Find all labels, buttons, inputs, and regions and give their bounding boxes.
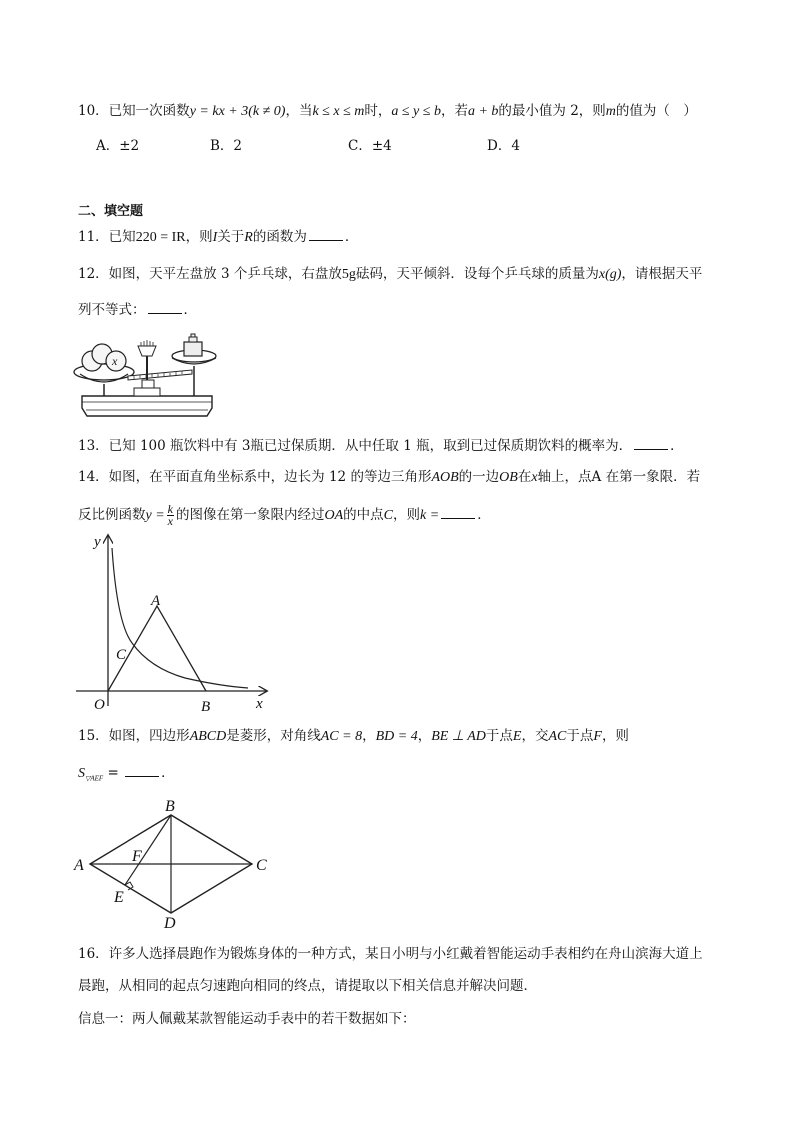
q15-text: ，	[417, 728, 432, 744]
q10-condition: k ≤ x ≤ m	[312, 104, 365, 119]
q15-perpendicular: BE ⊥ AD	[431, 729, 486, 744]
q14-text: 反比例函数	[78, 507, 146, 523]
q15-rhombus-figure	[70, 796, 280, 936]
q10-text: 的值为（ ）	[615, 103, 697, 119]
q12-answer-blank[interactable]	[148, 301, 182, 314]
q12-weight: 5g	[341, 267, 356, 282]
q14-side: OB	[499, 470, 518, 485]
q12-text: 砝码，天平倾斜．设每个乒乓球的质量为	[355, 266, 599, 282]
q15-segment: AC	[548, 729, 567, 744]
q15-line2	[78, 764, 175, 788]
q11-text: ，则	[185, 229, 213, 245]
q10-condition: a ≤ y ≤ b	[391, 104, 441, 119]
q16-line2: 晨跑，从相同的起点匀速跑向相同的终点，请提取以下相关信息并解决问题．	[78, 978, 537, 994]
q16-line3: 信息一：两人佩戴某款智能运动手表中的若干数据如下：	[78, 1011, 416, 1027]
q15-diagonal: AC = 8	[320, 729, 363, 744]
section-title: 二、填空题	[78, 204, 144, 219]
q14-line1	[78, 468, 700, 487]
q10-option-c: C．±4	[348, 138, 392, 154]
q14-answer-blank[interactable]	[441, 506, 475, 519]
q11-variable: R	[244, 230, 253, 245]
fraction-denominator: x	[167, 514, 173, 528]
q14-text: 14．如图，在平面直角坐标系中，边长为 12 的等边三角形	[78, 469, 432, 485]
q14-text: 的图像在第一象限内经过	[176, 507, 325, 523]
q15-text: ．	[161, 765, 175, 781]
q13-line	[78, 437, 684, 455]
q11-text: 11．已知	[78, 229, 136, 245]
q11-line	[78, 228, 358, 247]
hyperbola-curve	[112, 548, 248, 688]
q15-rhombus: ABCD	[189, 729, 227, 744]
q10-variable: m	[605, 104, 616, 119]
q16-line1: 16．许多人选择晨跑作为锻炼身体的一种方式，某日小明与小红戴着智能运动手表相约在舟山滨海大道上	[78, 946, 703, 962]
q10-text: ，若	[440, 103, 468, 119]
q14-coordinate-figure	[70, 528, 280, 718]
q14-segment: OA	[324, 508, 344, 523]
q10-function: y = kx + 3(k ≠ 0)	[189, 104, 286, 119]
label-c: C	[116, 647, 127, 663]
q14-text: 的一边	[458, 469, 500, 485]
q14-text: ．	[477, 507, 491, 523]
label-a: A	[151, 593, 161, 609]
q14-text: ，则	[393, 507, 421, 523]
q10-option-a: A．±2	[96, 138, 140, 154]
label-y: y	[94, 534, 101, 550]
q10-option-d: D．4	[487, 138, 520, 154]
q12-text: 列不等式：	[78, 302, 146, 318]
q10-option-b: B．2	[210, 138, 243, 154]
q15-text: 于点	[485, 728, 513, 744]
q11-equation: 220 = IR	[135, 230, 186, 245]
q11-answer-blank[interactable]	[309, 228, 343, 241]
q15-diagonal: BD = 4	[375, 729, 418, 744]
weight-icon	[184, 342, 202, 356]
q11-text: 的函数为	[252, 229, 307, 245]
balance-scale-figure	[72, 332, 222, 422]
q15-area-subscript: ▽AEF	[85, 774, 104, 783]
ball-label: x	[112, 354, 118, 368]
label-e: E	[114, 889, 124, 906]
q15-area-symbol: S	[78, 766, 85, 781]
q10-text: ，当	[285, 103, 313, 119]
q14-triangle: AOB	[431, 470, 459, 485]
q15-text: ，则	[601, 728, 629, 744]
q15-text: ，交	[521, 728, 549, 744]
q11-text: 关于	[217, 229, 245, 245]
q15-point: E	[512, 729, 522, 744]
q12-text: ．	[183, 302, 197, 318]
q12-line1	[78, 265, 702, 284]
q10-expression: a + b	[467, 104, 499, 119]
q14-line2	[78, 500, 491, 531]
q12-line2	[78, 301, 197, 319]
q10-text: 的最小值为 2，则	[498, 103, 606, 119]
q11-text: ．	[344, 229, 359, 245]
label-x: x	[256, 696, 263, 712]
label-b: B	[201, 699, 211, 715]
q14-k: k =	[420, 508, 440, 523]
q14-fraction	[167, 504, 174, 527]
q15-text: 是菱形，对角线	[226, 728, 321, 744]
q15-equals: =	[107, 765, 119, 781]
q15-text: 15．如图，四边形	[78, 728, 190, 744]
q10-text: 10．已知一次函数	[78, 103, 190, 119]
q10-line	[78, 102, 697, 121]
q11-variable: I	[212, 230, 218, 245]
q14-axis: x	[531, 470, 538, 485]
q15-text: ，	[362, 728, 376, 744]
q13-answer-blank[interactable]	[634, 437, 668, 450]
q12-text: ，请根据天平	[621, 266, 703, 282]
q15-answer-blank[interactable]	[125, 764, 159, 777]
q14-text: 在	[517, 469, 532, 485]
q15-text: 于点	[566, 728, 594, 744]
q13-text: 13．已知 100 瓶饮料中有 3瓶已过保质期．从中任取 1 瓶，取到已过保质期饮料的概率为．	[78, 438, 633, 454]
q10-text: 时，	[364, 103, 392, 119]
label-f: F	[132, 848, 142, 865]
q15-line1	[78, 727, 629, 746]
label-a: A	[74, 857, 84, 874]
q12-text: 12．如图，天平左盘放 3 个乒乓球，右盘放	[78, 266, 342, 282]
q15-point: F	[593, 729, 602, 744]
q14-function: y =	[145, 508, 165, 523]
fraction-numerator: k	[167, 502, 173, 516]
label-d: D	[164, 915, 176, 932]
label-c: C	[256, 857, 267, 874]
q13-text: ．	[670, 438, 684, 454]
q12-variable: x(g)	[598, 267, 622, 282]
label-o: O	[94, 697, 105, 713]
q14-text: 轴上，点A 在第一象限．若	[537, 469, 701, 485]
q14-text: 的中点	[343, 507, 384, 523]
label-b: B	[165, 798, 175, 815]
q14-point: C	[383, 508, 394, 523]
